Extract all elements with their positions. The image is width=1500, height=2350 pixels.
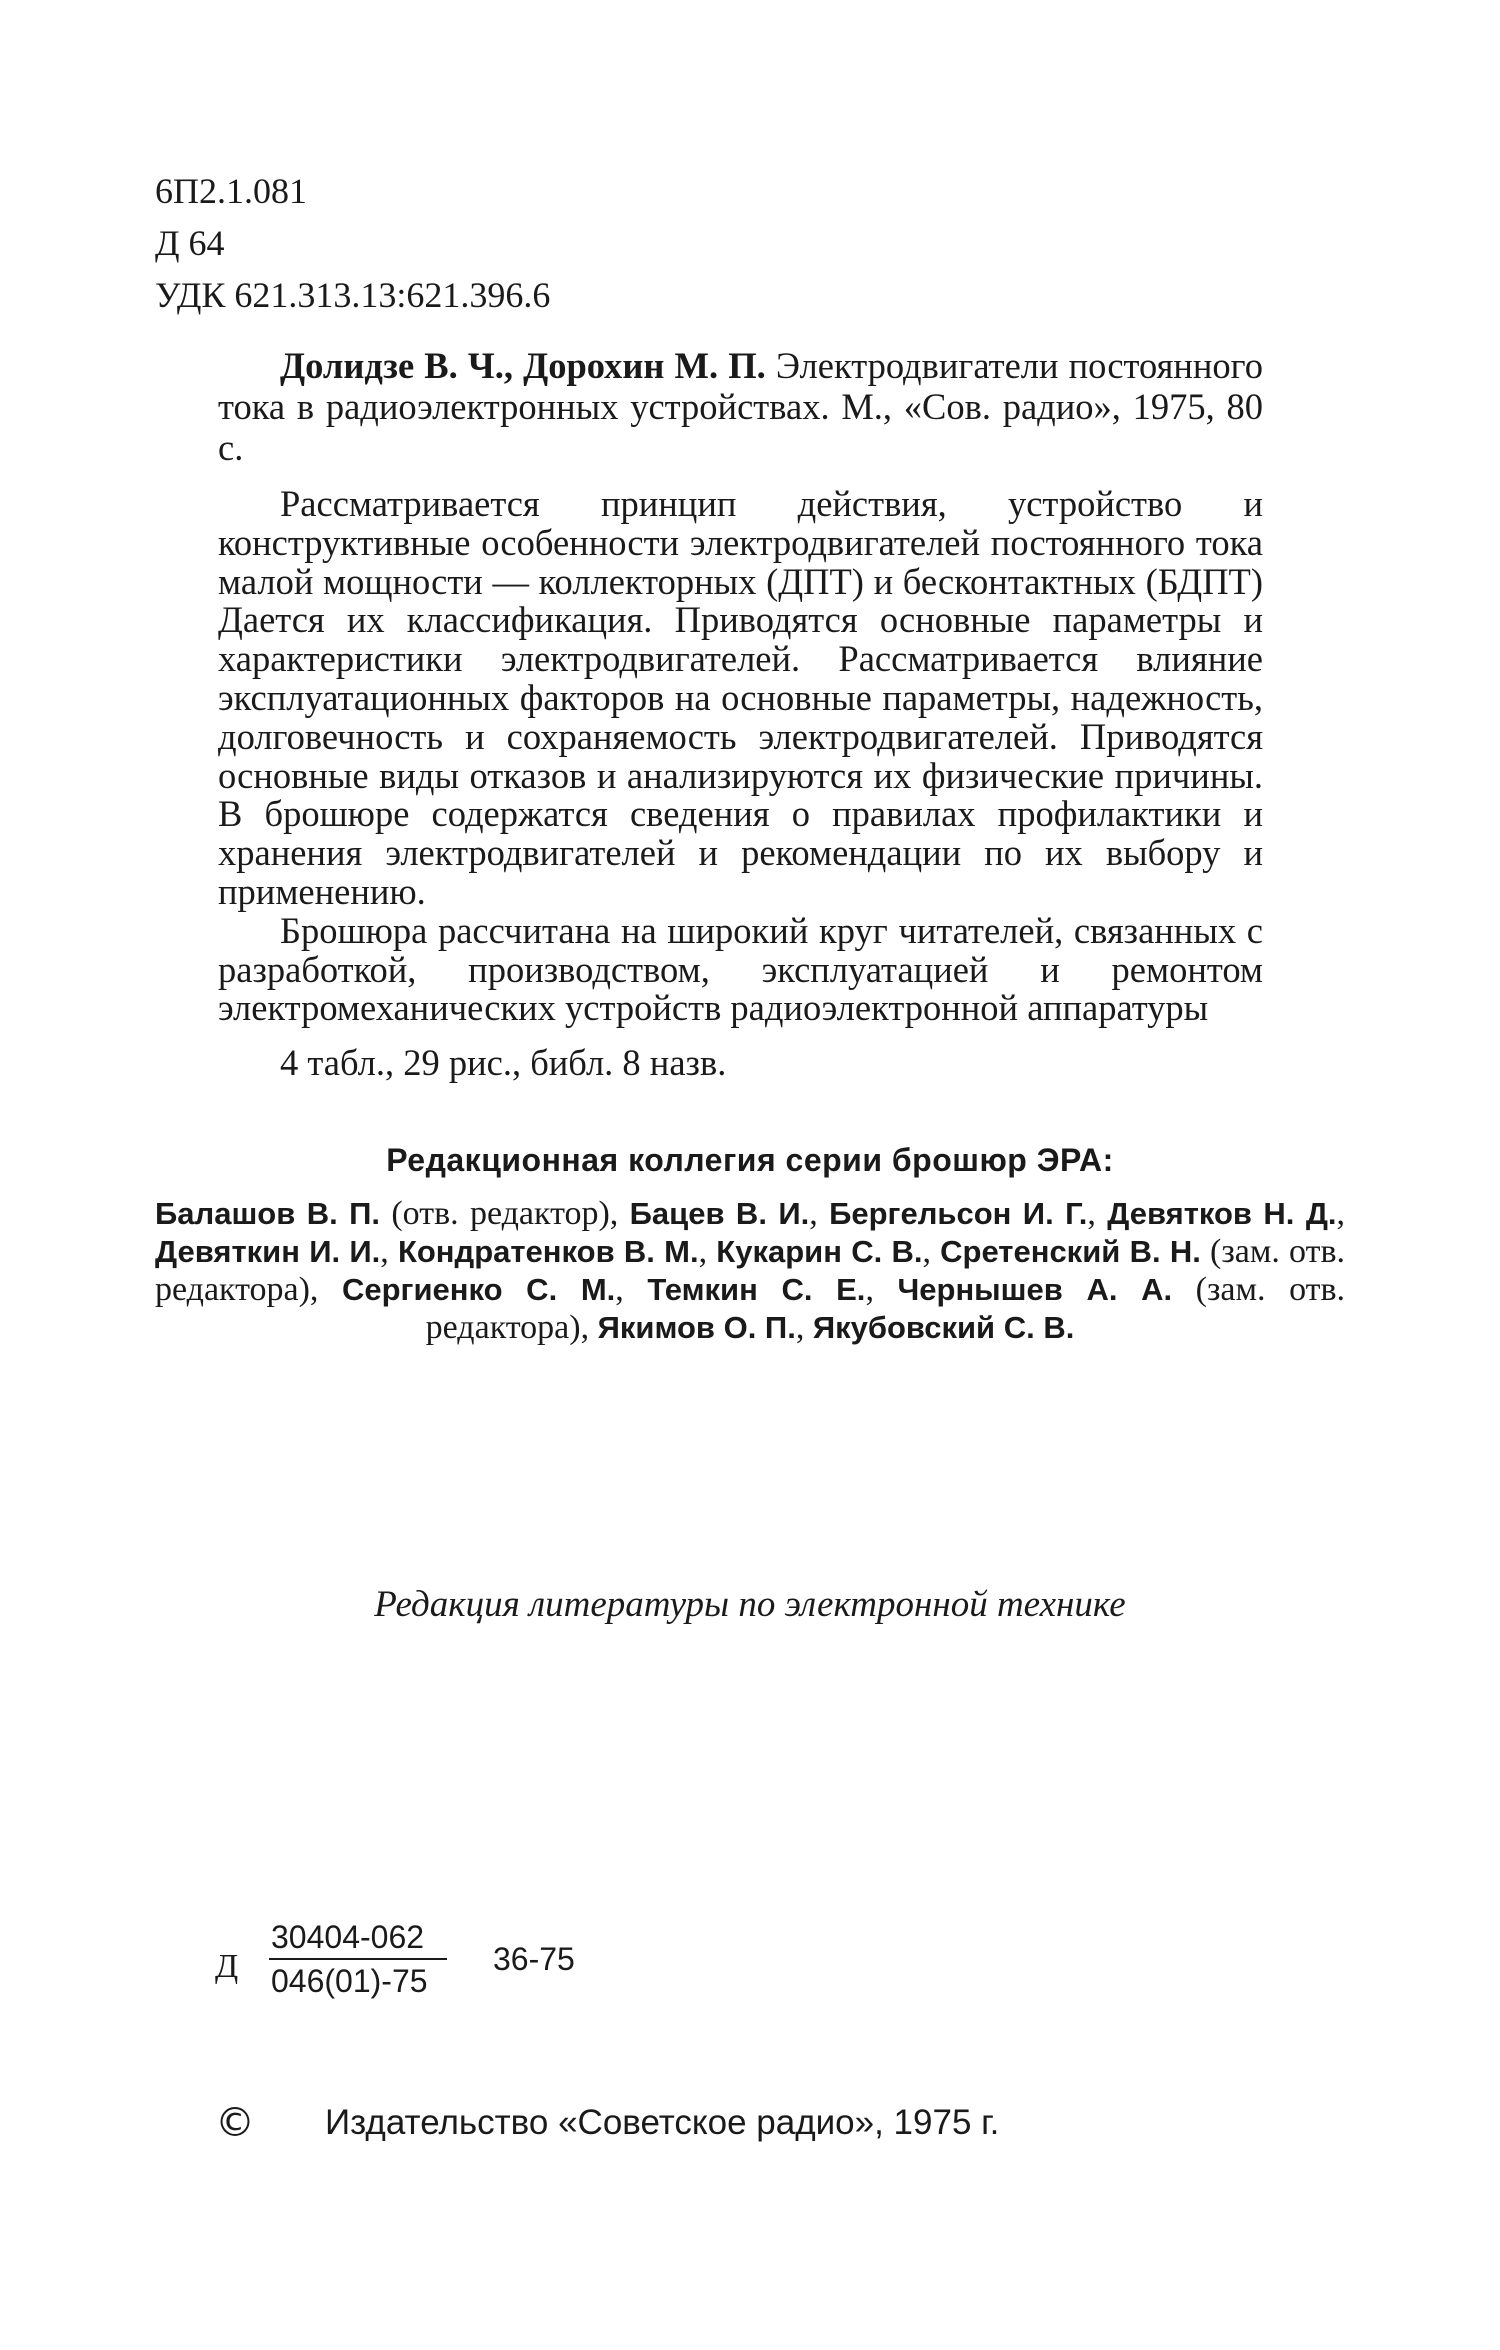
board-member: Сергиенко С. М.	[341, 1272, 616, 1307]
board-member: Кукарин С. В.	[716, 1234, 923, 1269]
board-role: (отв. редактор),	[380, 1195, 630, 1232]
abstract	[218, 485, 1263, 1083]
board-role: (зам. отв. редактора),	[425, 1271, 1346, 1346]
abstract-stats: 4 табл., 29 рис., библ. 8 назв.	[280, 1042, 727, 1084]
bbk-index: 6П2.1.081	[155, 171, 307, 211]
board-member: Кондратенков В. М.	[397, 1234, 699, 1269]
board-member: Якубовский С. В.	[812, 1310, 1075, 1345]
fraction-line	[269, 1958, 447, 1960]
board-member: Балашов В. П.	[155, 1196, 381, 1231]
abstract-paragraph: Брошюра рассчитана на широкий круг читателей, связанных с разработкой, производством, эксплуатацией и ремонтом электромеханических устройств радиоэлектронной аппаратуры	[218, 909, 1263, 1029]
bibliographic-citation	[218, 345, 1263, 468]
price-code-denominator: 046(01)-75	[271, 1963, 428, 1999]
editorial-board-title: Редакционная коллегия серии брошюр ЭРА:	[386, 1142, 1114, 1178]
copyright-line	[215, 2100, 1215, 2150]
board-member: Бацев В. И.	[629, 1196, 810, 1231]
price-code-letter: Д	[215, 1948, 239, 1985]
board-role: (зам. отв. редактора),	[155, 1233, 1346, 1308]
author-mark: Д 64	[155, 223, 225, 263]
board-member: Девяткин И. И.	[155, 1234, 381, 1269]
udc-index: УДК 621.313.13:621.396.6	[155, 275, 551, 315]
price-code	[215, 1918, 715, 2028]
citation-title: Электродвигатели постоянного тока в радиоэлектронных устройствах. М., «Сов. радио», 1975, 80 с.	[218, 345, 1263, 468]
board-member: Сретенский В. Н.	[940, 1234, 1201, 1269]
editorial-board-members: Балашов В. П. (отв. редактор), Бацев В. И., Бергельсон И. Г., Девятков Н. Д., Девяткин И. И., Кондратенков В. М., Кукарин С. В., Сретенский В. Н. (зам. отв. редактора), Сергиенко С. М., Темкин С. Е., Чернышев А. А. (зам. отв. редактора), Якимов О. П., Якубовский С. В.	[155, 1195, 1346, 1346]
price-code-suffix: 36-75	[493, 1941, 575, 1977]
copyright-icon: ©	[215, 2100, 255, 2146]
board-member: Бергельсон И. Г.	[829, 1196, 1088, 1231]
price-code-numerator: 30404-062	[271, 1919, 425, 1955]
board-member: Чернышев А. А.	[897, 1272, 1173, 1307]
abstract-paragraph: Рассматривается принцип действия, устройство и конструктивные особенности электродвигателей постоянного тока малой мощности — коллекторных (ДПТ) и бесконтактных (БДПТ) Дается их классификация. Приводятся основные параметры и характеристики электродвигателей. Рассматривается влияние эксплуатационных факторов на основные параметры, надежность, долговечность и сохраняемость электродвигателей. Приводятся основные виды отказов и анализируются их физические причины. В брошюре содержатся сведения о правилах профилактики и хранения электродвигателей и рекомендации по их выбору и применению.	[218, 483, 1263, 912]
editorial-office: Редакция литературы по электронной технике	[374, 1584, 1126, 1625]
classification-block	[155, 165, 550, 321]
citation-authors: Долидзе В. Ч., Дорохин М. П.	[280, 345, 766, 386]
board-member: Якимов О. П.	[597, 1310, 796, 1345]
board-member: Темкин С. Е.	[647, 1272, 866, 1307]
board-member: Девятков Н. Д.	[1107, 1196, 1337, 1231]
copyright-text: Издательство «Советское радио», 1975 г.	[325, 2103, 1000, 2142]
